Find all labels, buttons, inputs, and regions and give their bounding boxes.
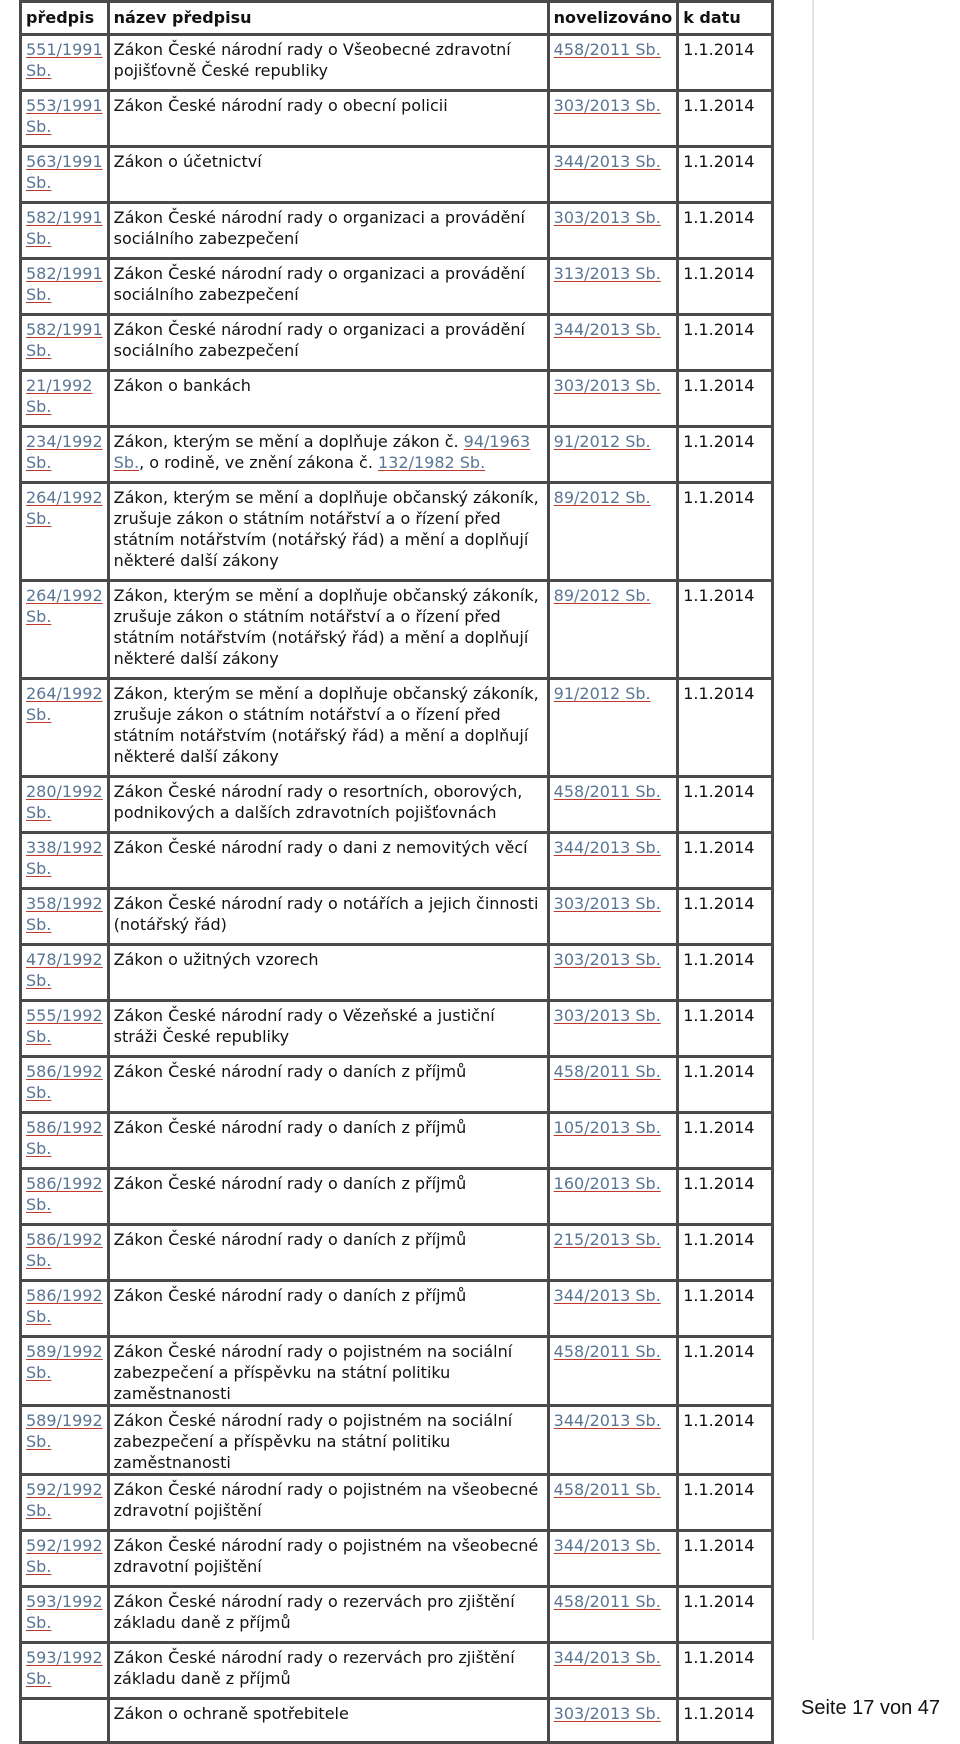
referenced-law-link[interactable]: 132/1982 Sb. (378, 453, 486, 472)
predpis-link[interactable]: 593/1992 Sb. (26, 1592, 103, 1632)
cell-predpis (22, 1407, 107, 1473)
cell-nazev (110, 372, 547, 425)
cell-k-datu: 1.1.2014 (679, 1338, 771, 1404)
table-row (22, 1170, 771, 1223)
nazev-text: Zákon, kterým se mění a doplňuje zákon č. (113, 432, 464, 451)
table-row (22, 1588, 771, 1641)
predpis-link[interactable]: 264/1992 Sb. (26, 488, 103, 528)
cell-k-datu: 1.1.2014 (679, 778, 771, 831)
nazev-text: Zákon o ochraně spotřebitele (113, 1704, 349, 1723)
cell-novelizovano (550, 1532, 677, 1585)
table-body (22, 36, 771, 1741)
table-row (22, 260, 771, 313)
nazev-text: Zákon České národní rady o pojistném na sociální zabezpečení a příspěvku na státní politiku zaměstnanosti (113, 1342, 513, 1403)
cell-novelizovano (550, 1002, 677, 1055)
cell-novelizovano (550, 1407, 677, 1473)
nazev-text: Zákon České národní rady o daních z příjmů (113, 1230, 467, 1249)
nazev-text: Zákon, kterým se mění a doplňuje občanský zákoník, zrušuje zákon o státním notářství a o řízení před státním notářstvím (notářský řád) a mění a doplňují některé další zákony (113, 488, 539, 570)
nazev-text: Zákon o bankách (113, 376, 251, 395)
cell-predpis (22, 834, 107, 887)
predpis-link[interactable]: 592/1992 Sb. (26, 1480, 103, 1520)
table-row (22, 1476, 771, 1529)
predpis-link[interactable]: 586/1992 Sb. (26, 1174, 103, 1214)
nazev-text: Zákon České národní rady o organizaci a provádění sociálního zabezpečení (113, 320, 525, 360)
table-row (22, 36, 771, 89)
cell-novelizovano (550, 890, 677, 943)
table-row (22, 582, 771, 677)
cell-novelizovano (550, 1338, 677, 1404)
cell-nazev (110, 428, 547, 481)
predpis-link[interactable]: 358/1992 Sb. (26, 894, 103, 934)
nazev-text: Zákon České národní rady o organizaci a provádění sociálního zabezpečení (113, 264, 525, 304)
cell-k-datu: 1.1.2014 (679, 1476, 771, 1529)
cell-k-datu: 1.1.2014 (679, 890, 771, 943)
amendment-link[interactable]: 344/2013 Sb. (553, 1411, 661, 1430)
cell-k-datu: 1.1.2014 (679, 1282, 771, 1335)
cell-nazev (110, 316, 547, 369)
table-row (22, 1338, 771, 1404)
table-row (22, 372, 771, 425)
cell-nazev (110, 260, 547, 313)
cell-k-datu: 1.1.2014 (679, 834, 771, 887)
predpis-link[interactable]: 551/1991 Sb. (26, 40, 103, 80)
cell-predpis (22, 582, 107, 677)
cell-novelizovano (550, 260, 677, 313)
cell-predpis (22, 1114, 107, 1167)
cell-novelizovano (550, 204, 677, 257)
cell-k-datu: 1.1.2014 (679, 1407, 771, 1473)
cell-predpis (22, 148, 107, 201)
cell-k-datu: 1.1.2014 (679, 36, 771, 89)
table-row (22, 316, 771, 369)
amendment-link[interactable]: 344/2013 Sb. (553, 1648, 661, 1667)
cell-novelizovano (550, 582, 677, 677)
cell-nazev (110, 484, 547, 579)
table-row (22, 680, 771, 775)
predpis-link[interactable]: 563/1991 Sb. (26, 152, 103, 192)
cell-k-datu: 1.1.2014 (679, 1002, 771, 1055)
cell-novelizovano (550, 428, 677, 481)
amendment-link[interactable]: 215/2013 Sb. (553, 1230, 661, 1249)
amendment-link[interactable]: 303/2013 Sb. (553, 96, 661, 115)
amendment-link[interactable]: 344/2013 Sb. (553, 152, 661, 171)
cell-predpis (22, 1002, 107, 1055)
cell-predpis (22, 1058, 107, 1111)
table-row (22, 92, 771, 145)
cell-nazev (110, 582, 547, 677)
table-row (22, 1282, 771, 1335)
cell-predpis (22, 316, 107, 369)
cell-predpis (22, 36, 107, 89)
cell-k-datu: 1.1.2014 (679, 1588, 771, 1641)
cell-nazev (110, 1338, 547, 1404)
nazev-text: Zákon České národní rady o pojistném na sociální zabezpečení a příspěvku na státní politiku zaměstnanosti (113, 1411, 513, 1472)
cell-k-datu: 1.1.2014 (679, 428, 771, 481)
cell-nazev (110, 946, 547, 999)
predpis-link[interactable]: 589/1992 Sb. (26, 1411, 103, 1451)
cell-predpis (22, 1700, 107, 1741)
cell-k-datu: 1.1.2014 (679, 260, 771, 313)
cell-novelizovano (550, 36, 677, 89)
cell-k-datu: 1.1.2014 (679, 484, 771, 579)
cell-nazev (110, 204, 547, 257)
predpis-link[interactable]: 586/1992 Sb. (26, 1286, 103, 1326)
nazev-text: Zákon České národní rady o rezervách pro zjištění základu daně z příjmů (113, 1648, 515, 1688)
amendment-link[interactable]: 344/2013 Sb. (553, 1536, 661, 1555)
nazev-text: Zákon České národní rady o obecní policii (113, 96, 448, 115)
table-header-row (22, 3, 771, 33)
nazev-text: Zákon, kterým se mění a doplňuje občanský zákoník, zrušuje zákon o státním notářství a o řízení před státním notářstvím (notářský řád) a mění a doplňují některé další zákony (113, 586, 539, 668)
predpis-link[interactable]: 582/1991 Sb. (26, 208, 103, 248)
table-row (22, 1700, 771, 1741)
cell-predpis (22, 372, 107, 425)
amendment-link[interactable]: 458/2011 Sb. (553, 1480, 661, 1499)
amendment-link[interactable]: 105/2013 Sb. (553, 1118, 661, 1137)
cell-nazev (110, 36, 547, 89)
table-row (22, 890, 771, 943)
header-k-datu: k datu (679, 3, 771, 33)
table-row (22, 1058, 771, 1111)
amendment-link[interactable]: 303/2013 Sb. (553, 894, 661, 913)
cell-k-datu: 1.1.2014 (679, 1114, 771, 1167)
cell-predpis (22, 1226, 107, 1279)
cell-k-datu: 1.1.2014 (679, 92, 771, 145)
cell-novelizovano (550, 1588, 677, 1641)
cell-nazev (110, 1644, 547, 1697)
cell-predpis (22, 484, 107, 579)
amendment-link[interactable]: 303/2013 Sb. (553, 950, 661, 969)
cell-nazev (110, 1282, 547, 1335)
predpis-link[interactable]: 582/1991 Sb. (26, 264, 103, 304)
cell-novelizovano (550, 484, 677, 579)
header-novelizovano: novelizováno (550, 3, 677, 33)
cell-predpis (22, 92, 107, 145)
cell-nazev (110, 1700, 547, 1741)
cell-k-datu: 1.1.2014 (679, 372, 771, 425)
nazev-text: Zákon České národní rady o organizaci a provádění sociálního zabezpečení (113, 208, 525, 248)
nazev-text: Zákon České národní rady o daních z příjmů (113, 1062, 467, 1081)
amendment-link[interactable]: 303/2013 Sb. (553, 208, 661, 227)
cell-predpis (22, 1476, 107, 1529)
cell-nazev (110, 778, 547, 831)
predpis-link[interactable]: 338/1992 Sb. (26, 838, 103, 878)
cell-predpis (22, 204, 107, 257)
predpis-link[interactable]: 553/1991 Sb. (26, 96, 103, 136)
referenced-law-link[interactable]: 94/1963 Sb. (113, 432, 531, 472)
predpis-link[interactable]: 21/1992 Sb. (26, 376, 93, 416)
predpis-link[interactable]: 586/1992 Sb. (26, 1062, 103, 1102)
cell-nazev (110, 1226, 547, 1279)
cell-nazev (110, 1407, 547, 1473)
nazev-text: Zákon České národní rady o pojistném na všeobecné zdravotní pojištění (113, 1480, 539, 1520)
cell-nazev (110, 1170, 547, 1223)
amendment-link[interactable]: 313/2013 Sb. (553, 264, 661, 283)
amendment-link[interactable]: 344/2013 Sb. (553, 1286, 661, 1305)
cell-k-datu: 1.1.2014 (679, 582, 771, 677)
cell-k-datu: 1.1.2014 (679, 204, 771, 257)
cell-nazev (110, 834, 547, 887)
predpis-link[interactable]: 234/1992 Sb. (26, 432, 103, 472)
cell-k-datu: 1.1.2014 (679, 1226, 771, 1279)
cell-novelizovano (550, 778, 677, 831)
table-row (22, 778, 771, 831)
table-row (22, 428, 771, 481)
cell-k-datu: 1.1.2014 (679, 316, 771, 369)
cell-predpis (22, 428, 107, 481)
table-row (22, 946, 771, 999)
cell-predpis (22, 778, 107, 831)
cell-predpis (22, 1644, 107, 1697)
amendment-link[interactable]: 458/2011 Sb. (553, 40, 661, 59)
cell-nazev (110, 680, 547, 775)
nazev-text: Zákon České národní rady o Vězeňské a justiční stráži České republiky (113, 1006, 495, 1046)
nazev-text: Zákon České národní rady o resortních, oborových, podnikových a dalších zdravotních pojišťovnách (113, 782, 523, 822)
amendment-link[interactable]: 458/2011 Sb. (553, 782, 661, 801)
amendment-link[interactable]: 91/2012 Sb. (553, 432, 651, 451)
amendment-link[interactable]: 458/2011 Sb. (553, 1592, 661, 1611)
amendment-link[interactable]: 344/2013 Sb. (553, 838, 661, 857)
cell-predpis (22, 260, 107, 313)
nazev-text: Zákon České národní rady o dani z nemovitých věcí (113, 838, 528, 857)
cell-novelizovano (550, 92, 677, 145)
cell-k-datu: 1.1.2014 (679, 148, 771, 201)
header-predpis: předpis (22, 3, 107, 33)
page-edge-line (812, 0, 814, 1640)
amendment-link[interactable]: 458/2011 Sb. (553, 1342, 661, 1361)
cell-novelizovano (550, 1700, 677, 1741)
table-row (22, 1114, 771, 1167)
cell-nazev (110, 1002, 547, 1055)
predpis-link[interactable]: 592/1992 Sb. (26, 1536, 103, 1576)
table-row (22, 484, 771, 579)
predpis-link[interactable]: 478/1992 Sb. (26, 950, 103, 990)
cell-novelizovano (550, 1114, 677, 1167)
amendment-link[interactable]: 303/2013 Sb. (553, 1006, 661, 1025)
cell-novelizovano (550, 946, 677, 999)
cell-predpis (22, 1282, 107, 1335)
cell-nazev (110, 1114, 547, 1167)
cell-novelizovano (550, 1226, 677, 1279)
cell-predpis (22, 890, 107, 943)
cell-k-datu: 1.1.2014 (679, 1058, 771, 1111)
nazev-text: Zákon České národní rady o daních z příjmů (113, 1174, 467, 1193)
table-row (22, 1002, 771, 1055)
table-row (22, 834, 771, 887)
cell-novelizovano (550, 316, 677, 369)
page-number: Seite 17 von 47 (801, 1697, 940, 1719)
nazev-text: Zákon o užitných vzorech (113, 950, 319, 969)
predpis-link[interactable]: 589/1992 Sb. (26, 1342, 103, 1382)
cell-k-datu: 1.1.2014 (679, 1700, 771, 1741)
cell-novelizovano (550, 372, 677, 425)
header-nazev: název předpisu (110, 3, 547, 33)
table-row (22, 148, 771, 201)
amendment-link[interactable]: 160/2013 Sb. (553, 1174, 661, 1193)
cell-k-datu: 1.1.2014 (679, 1170, 771, 1223)
cell-predpis (22, 680, 107, 775)
amendment-link[interactable]: 303/2013 Sb. (553, 376, 661, 395)
table-row (22, 1644, 771, 1697)
predpis-link[interactable]: 586/1992 Sb. (26, 1230, 103, 1270)
cell-novelizovano (550, 1170, 677, 1223)
nazev-text: Zákon České národní rady o daních z příjmů (113, 1118, 467, 1137)
amendment-link[interactable]: 89/2012 Sb. (553, 488, 651, 507)
cell-nazev (110, 1476, 547, 1529)
cell-predpis (22, 1338, 107, 1404)
table-row (22, 1532, 771, 1585)
cell-predpis (22, 1532, 107, 1585)
nazev-text: , o rodině, ve znění zákona č. (139, 453, 379, 472)
amendment-link[interactable]: 89/2012 Sb. (553, 586, 651, 605)
cell-predpis (22, 946, 107, 999)
predpis-link[interactable]: 280/1992 Sb. (26, 782, 103, 822)
nazev-text: Zákon České národní rady o rezervách pro zjištění základu daně z příjmů (113, 1592, 515, 1632)
cell-novelizovano (550, 1476, 677, 1529)
nazev-text: Zákon České národní rady o daních z příjmů (113, 1286, 467, 1305)
cell-novelizovano (550, 1282, 677, 1335)
table-row (22, 1226, 771, 1279)
cell-novelizovano (550, 834, 677, 887)
cell-k-datu: 1.1.2014 (679, 946, 771, 999)
predpis-link[interactable]: 264/1992 Sb. (26, 684, 103, 724)
amendment-link[interactable]: 344/2013 Sb. (553, 320, 661, 339)
nazev-text: Zákon České národní rady o notářích a jejich činnosti (notářský řád) (113, 894, 539, 934)
cell-nazev (110, 1588, 547, 1641)
predpis-link[interactable]: 555/1992 Sb. (26, 1006, 103, 1046)
cell-nazev (110, 92, 547, 145)
law-amendments-table (19, 0, 774, 1744)
predpis-link[interactable]: 586/1992 Sb. (26, 1118, 103, 1158)
nazev-text: Zákon o účetnictví (113, 152, 262, 171)
cell-novelizovano (550, 1058, 677, 1111)
cell-k-datu: 1.1.2014 (679, 680, 771, 775)
cell-nazev (110, 1058, 547, 1111)
cell-predpis (22, 1588, 107, 1641)
cell-nazev (110, 1532, 547, 1585)
nazev-text: Zákon České národní rady o pojistném na všeobecné zdravotní pojištění (113, 1536, 539, 1576)
cell-predpis (22, 1170, 107, 1223)
table-row (22, 1407, 771, 1473)
cell-k-datu: 1.1.2014 (679, 1644, 771, 1697)
cell-nazev (110, 890, 547, 943)
table-row (22, 204, 771, 257)
amendment-link[interactable]: 91/2012 Sb. (553, 684, 651, 703)
predpis-link[interactable]: 582/1991 Sb. (26, 320, 103, 360)
nazev-text: Zákon, kterým se mění a doplňuje občanský zákoník, zrušuje zákon o státním notářství a o řízení před státním notářstvím (notářský řád) a mění a doplňují některé další zákony (113, 684, 539, 766)
cell-novelizovano (550, 148, 677, 201)
amendment-link[interactable]: 303/2013 Sb. (553, 1704, 661, 1723)
cell-nazev (110, 148, 547, 201)
amendment-link[interactable]: 458/2011 Sb. (553, 1062, 661, 1081)
predpis-link[interactable]: 593/1992 Sb. (26, 1648, 103, 1688)
cell-novelizovano (550, 1644, 677, 1697)
cell-novelizovano (550, 680, 677, 775)
cell-k-datu: 1.1.2014 (679, 1532, 771, 1585)
nazev-text: Zákon České národní rady o Všeobecné zdravotní pojišťovně České republiky (113, 40, 511, 80)
predpis-link[interactable]: 264/1992 Sb. (26, 586, 103, 626)
